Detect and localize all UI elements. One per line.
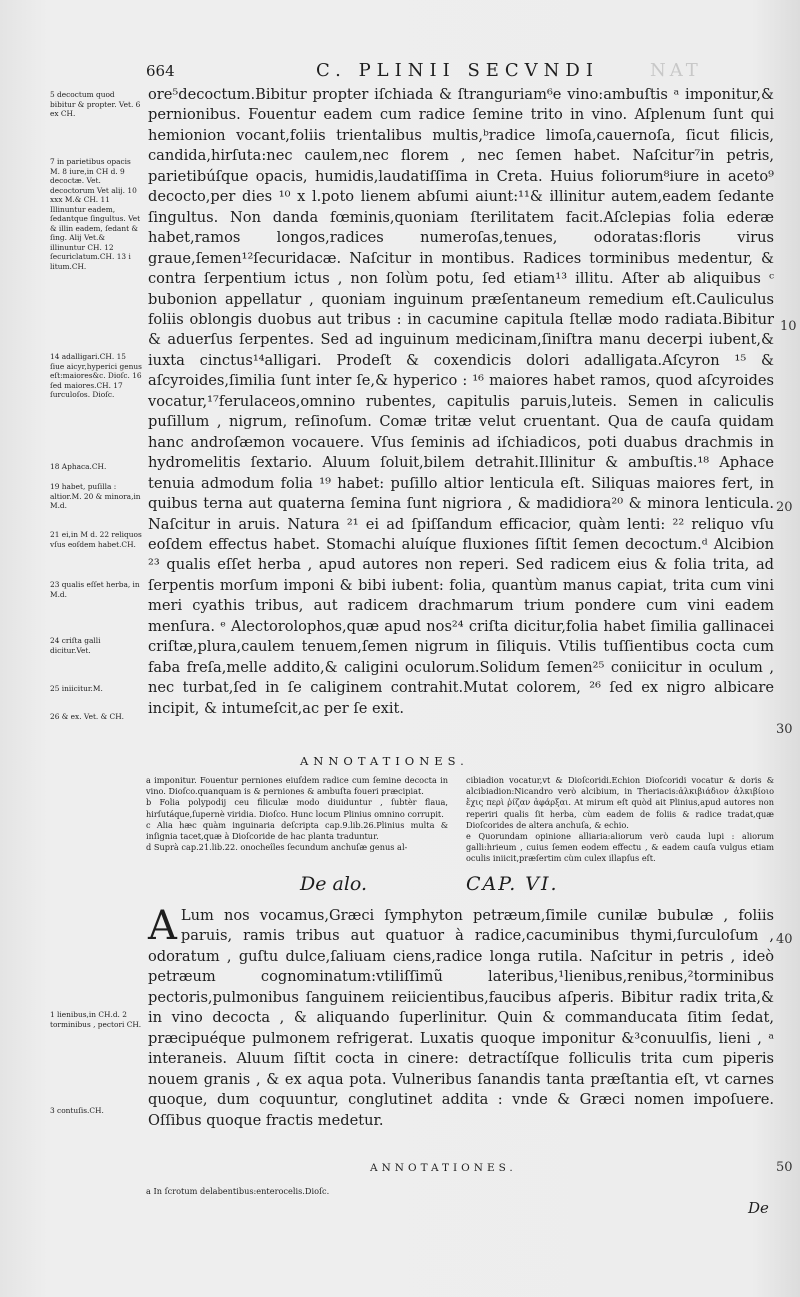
chapter-title: De alo. [300, 873, 368, 895]
side-note: 7 in parietibus opacis M. 8 iure,in CH d. 9 decoctæ. Vet. decoctorum Vet alij. 10 xxx M.& CH. 11 Illinuntur eadem, ſedantque ſingultus. Vet & illin eadem, ſedant & ſing. Alij Vet.& illinuntur CH. 12 ſecuriclatum.CH. 13 i litum.CH. [50, 157, 141, 271]
running-head: C. PLINII SECVNDI [316, 60, 599, 81]
annotation: a imponitur. Fouentur perniones eiuſdem radice cum ſemine decocta in vino. Dioſco.quanquam is & perniones & ambuſta foueri præcipiat. [146, 775, 448, 797]
side-note: 26 & ex. Vet. & CH. [50, 712, 124, 721]
main-text [148, 85, 774, 719]
line-number: 20 [776, 500, 793, 515]
annotations-left-column [146, 775, 448, 853]
side-note: 18 Aphaca.CH. [50, 462, 107, 471]
side-note: 19 habet, puſilla : altior.M. 20 & minora,in M.d. [50, 482, 141, 510]
line-number: 10 [780, 319, 797, 334]
side-note: 21 ei,in M d. 22 reliquos vſus eoſdem habet.CH. [50, 530, 142, 549]
page-header [0, 60, 800, 84]
side-note: 1 lienibus,in CH.d. 2 torminibus , pectori CH. [50, 1010, 142, 1029]
annotations-right-column [466, 775, 774, 865]
drop-cap: A [148, 903, 177, 949]
annotations-heading-2: ANNOTATIONES. [370, 1162, 517, 1174]
annotation-2: a In ſcrotum delabentibus:enterocelis.Dioſc. [146, 1186, 330, 1196]
annotation: c Alia hæc quàm inguinaria deſcripta cap.9.lib.26.Plinius multa & inſignia tacet,quæ à Dioſcoride de hac planta traduntur. [146, 819, 448, 842]
side-note: 24 criſta galli dicitur.Vet. [50, 636, 101, 655]
chapter-text [148, 903, 774, 1131]
side-note: 14 adalligari.CH. 15 ſiue aicyr,hyperici genus eſt:maiores&c. Dioſc. 16 ſed maiores.CH. 17 ſurculoſos. Dioſc. [50, 352, 142, 399]
side-note: 3 contuſis.CH. [50, 1106, 104, 1115]
bleed-through-text: NAT [650, 60, 702, 81]
side-note: 5 decoctum quod bibitur & propter. Vet. 6 ex CH. [50, 90, 141, 118]
page-number: 664 [146, 62, 175, 80]
line-number: 50 [776, 1160, 793, 1175]
chapter-number: CAP. VI. [466, 873, 559, 895]
main-paragraph: ore⁵decoctum.Bibitur propter iſchiada & ſtranguriam⁶e vino:ambuſtis ᵃ imponitur,& pernionibus. Fouentur eadem cum radice ſemine trito in vino. Aſplenum ſunt qui hemionion vocant,foliis trientalibus multis,ᵇradice limoſa,cauernoſa, ſicut filicis, candida,hirſuta:nec caulem,nec florem , nec ſemen habet. Naſcitur⁷in petris, parietibúſque opacis, humidis,laudatiſſima in Creta. Huius foliorum⁸iure in aceto⁹ decocto,per dies ¹⁰ x l.poto lienem abſumi aiunt:¹¹& illinitur autem,eadem ſedante ſingultus. Non danda fœminis,quoniam ſterilitatem facit.Aſclepias folia ederæ habet,ramos longos,radices numeroſas,tenues, odoratas:floris virus graue,ſemen¹²ſecuridacæ. Naſcitur in montibus. Radices torminibus medentur, & contra ſerpentium ictus , non ſolùm potu, ſed etiam¹³ illitu. Aſter ab aliquibus ᶜ bubonion appellatur , quoniam inguinum præſentaneum remedium eſt.Cauliculus foliis oblongis duobus aut tribus : in cacumine capitula ſtellæ modo radiata.Bibitur & aduerſus ſerpentes. Sed ad inguinum medicinam,ſiniſtra manu decerpi iubent,& iuxta cinctus¹⁴alligari. Prodeſt & coxendicis dolori adalligata.Aſcyron ¹⁵ & aſcyroides,ſimilia ſunt inter ſe,& hyperico : ¹⁶ maiores habet ramos, quod aſcyroides vocatur,¹⁷ferulaceos,omnino rubentes, capitulis paruis,luteis. Semen in caliculis puſillum , nigrum, reſinoſum. Comæ tritæ velut cruentant. Qua de cauſa quidam hanc androſæmon vocauere. Vſus ſeminis ad iſchiadicos, poti duabus drachmis in hydromelitis ſextario. Aluum ſoluit,bilem detrahit.Illinitur & ambuſtis.¹⁸ Aphace tenuia admodum folia ¹⁹ habet: puſillo altior lenticula eſt. Siliquas maiores fert, in quibus terna aut quaterna ſemina ſunt nigriora , & madidiora²⁰ & minora lenticula. Naſcitur in aruis. Natura ²¹ ei ad ſpiſſandum efficacior, quàm lenti: ²² reliquo vſu eoſdem effectus habet. Stomachi aluíque fluxiones ſiſtit ſemen decoctum.ᵈ Alcibion ²³ qualis eſſet herba , apud autores non reperi. Sed radicem eius & folia trita, ad ſerpentis morſum imponi & bibi iubent: folia, quantùm manus capiat, trita cum vini meri cyathis tribus, aut radicem drachmarum trium pondere cum vini eadem menſura. ᵉ Alectorolophos,quæ apud nos²⁴ criſta dicitur,folia habet ſimilia gallinacei criſtæ,plura,caulem tenuem,ſemen nigrum in ſiliquis. Vtilis tuſſientibus cocta cum faba freſa,melle addito,& caligini oculorum.Solidum ſemen²⁵ coniicitur in oculum , nec turbat,ſed in ſe caliginem contrahit.Mutat colorem, ²⁶ ſed ex nigro albicare incipit, & intumeſcit,ac per ſe exit. [148, 86, 774, 717]
annotation: cibiadion vocatur,vt & Dioſcoridi.Echion Dioſcoridi vocatur & doris & alcibiadion:Nicandro verò alcibium, in Theriacis:ἀλκιβιάδιον ἀλκιβίοιο ἔχις περὶ ῥίζαν ἀφάρξαι. At mirum eſt quòd ait Plinius,apud autores non reperiri qualis ſit herba, cùm eadem de foliis & radice tradat,quæ Dioſcorides de altera anchuſa, & echio. [466, 775, 774, 830]
catchword: De [748, 1199, 769, 1217]
side-note: 23 qualis eſſet herba, in M.d. [50, 580, 140, 599]
annotations-heading: ANNOTATIONES. [300, 754, 469, 768]
chapter-body: Lum nos vocamus,Græci ſymphyton petræum,ſimile cunilæ bubulæ , foliis paruis, ramis tribus aut quatuor à radice,cacuminibus thymi,ſurculoſum , odoratum , guſtu dulce,ſaliuam ciens,radice longa rutila. Naſcitur in petris , ideò petræum cognominatum:vtiliſſimũ lateribus,¹lienibus,renibus,²torminibus pectoris,pulmonibus ſanguinem reiicientibus,faucibus aſperis. Bibitur radix trita,& in vino decocta , & aliquando ſuperlinitur. Quin & commanducata ſitim ſedat, præcipuéque pulmonem refrigerat. Luxatis quoque imponitur &³conuulſis, lieni , ᵃ interaneis. Aluum ſiſtit cocta in cinere: detractíſque folliculis trita cum piperis nouem granis , & ex aqua pota. Vulneribus ſanandis tanta præſtantia eſt, vt carnes quoque, dum coquuntur, conglutinet addita : vnde & Græci nomen impoſuere. Oſſibus quoque fractis medetur. [148, 907, 774, 1129]
annotation: b Folia polypodij ceu filiculæ modo diuiduntur , ſubtèr flaua, hirſutáque,ſupernè viridia. Dioſco. Hunc locum Plinius omnino corrupit. [146, 797, 448, 819]
annotation: d Suprà cap.21.lib.22. onocheîles ſecundum anchuſæ genus al- [146, 842, 408, 853]
chapter-paragraph [148, 903, 774, 1131]
line-number: 30 [776, 722, 793, 737]
side-note: 25 iniicitur.M. [50, 684, 103, 693]
line-number: 40 [776, 932, 793, 947]
annotation: e Quorundam opinione alliaria:aliorum verò cauda lupi : aliorum galli:hrieum , cuius ſemen eodem effectu , & eadem cauſa vulgus etiam oculis iniicit,præſertim cùm culex illapſus eſt. [466, 831, 774, 864]
